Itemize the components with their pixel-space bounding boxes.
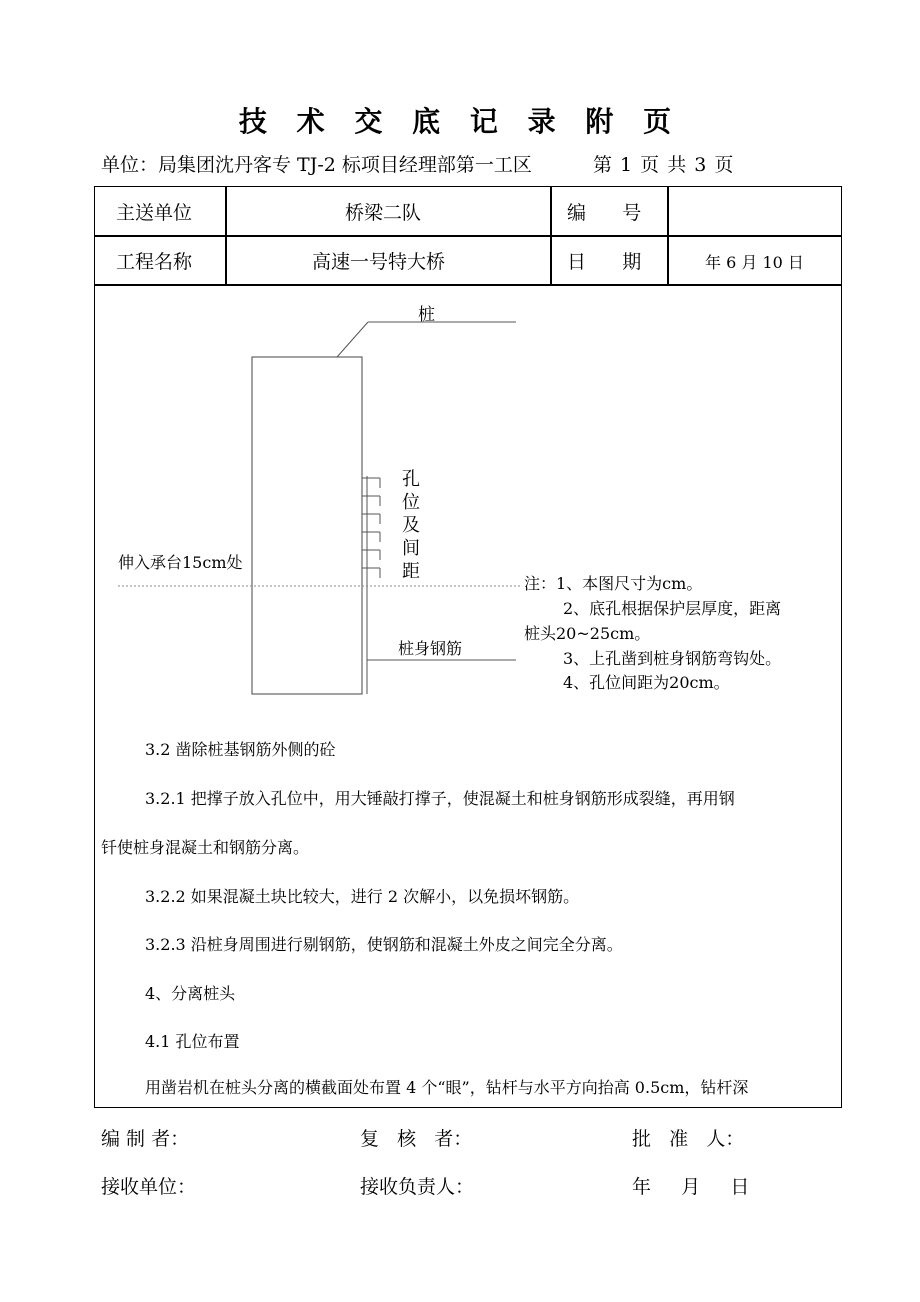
hole-marks — [362, 478, 380, 578]
pile-outline — [252, 357, 362, 694]
note-line: 4、孔位间距为20cm。 — [563, 673, 730, 692]
page-info: 第 1 页 共 3 页 — [593, 154, 735, 176]
value-date: 年 6 月 10 日 — [705, 253, 804, 272]
paragraph: 4、分离桩头 — [145, 984, 236, 1003]
paragraph: 钎使桩身混凝土和钢筋分离。 — [101, 838, 310, 857]
paragraph: 4.1 孔位布置 — [145, 1032, 240, 1051]
embed-label: 伸入承台15cm处 — [118, 553, 243, 572]
value-sending-unit: 桥梁二队 — [345, 202, 422, 224]
label-date: 日 期 — [567, 251, 642, 273]
label-sending-unit: 主送单位 — [116, 202, 193, 224]
pile-label: 桩 — [418, 305, 435, 325]
value-project-name: 高速一号特大桥 — [312, 251, 446, 273]
date-label: 年 月 日 — [632, 1176, 750, 1198]
rebar-label: 桩身钢筋 — [398, 639, 463, 658]
paragraph: 3.2.1 把撑子放入孔位中，用大锤敲打撑子，使混凝土和桩身钢筋形成裂缝，再用钢 — [145, 789, 735, 808]
label-project-name: 工程名称 — [116, 251, 193, 273]
reviewer-label: 复 核 者： — [360, 1128, 473, 1150]
receiving-unit-label: 接收单位： — [101, 1176, 197, 1198]
unit-line: 单位：局集团沈丹客专 TJ-2 标项目经理部第一工区 — [101, 154, 532, 176]
note-line: 3、上孔凿到桩身钢筋弯钩处。 — [563, 649, 782, 668]
receiver-label: 接收负责人： — [360, 1176, 475, 1198]
pile-leader — [337, 322, 368, 357]
note-line: 桩头20~25cm。 — [524, 624, 651, 643]
page-title: 技 术 交 底 记 录 附 页 — [238, 105, 682, 138]
approver-label: 批 准 人： — [632, 1128, 745, 1150]
paragraph: 3.2 凿除桩基钢筋外侧的砼 — [145, 740, 336, 759]
note-line: 2、底孔根据保护层厚度，距离 — [563, 599, 782, 618]
note-line: 注：1、本图尺寸为cm。 — [524, 574, 703, 593]
paragraph: 3.2.3 沿桩身周围进行剔钢筋，使钢筋和混凝土外皮之间完全分离。 — [145, 935, 623, 954]
paragraph: 3.2.2 如果混凝土块比较大，进行 2 次解小，以免损坏钢筋。 — [145, 887, 580, 906]
paragraph: 用凿岩机在桩头分离的横截面处布置 4 个“眼”，钻杆与水平方向抬高 0.5cm，钻杆深 — [145, 1078, 749, 1097]
label-number: 编 号 — [567, 202, 642, 224]
compiler-label: 编 制 者： — [101, 1128, 190, 1150]
hole-label: 孔 位 及 间 距 — [402, 469, 420, 582]
